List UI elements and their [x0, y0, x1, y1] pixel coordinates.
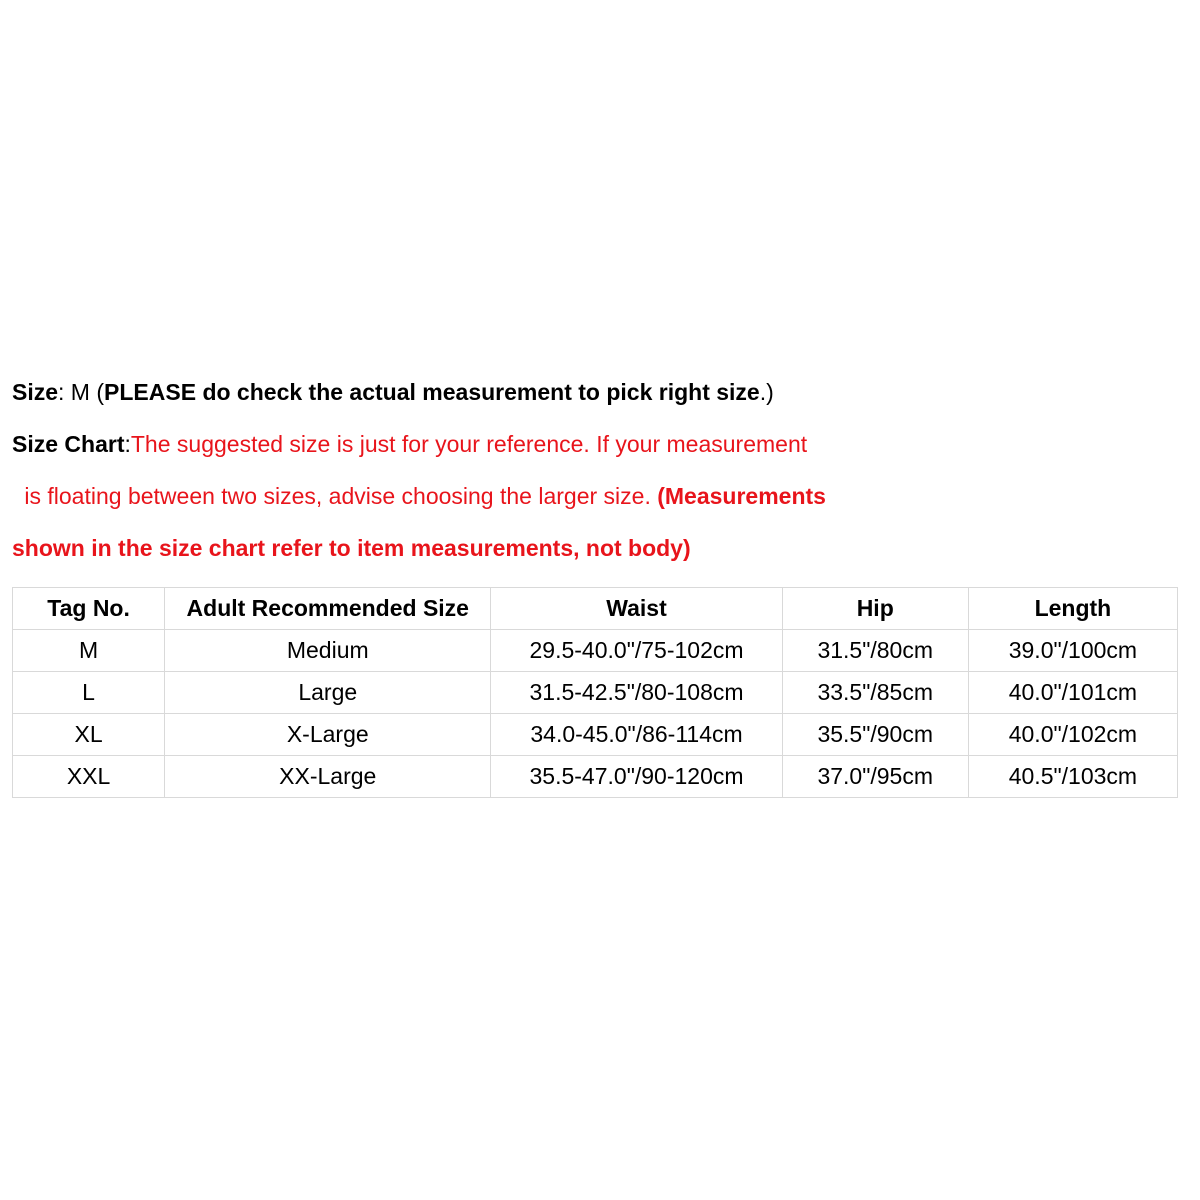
header-waist: Waist [491, 588, 782, 630]
cell-hip: 33.5"/85cm [782, 672, 968, 714]
header-hip: Hip [782, 588, 968, 630]
cell-length: 40.0"/102cm [968, 714, 1177, 756]
cell-length: 40.0"/101cm [968, 672, 1177, 714]
size-label: Size [12, 379, 59, 405]
size-chart-note-2: is floating between two sizes, advise choosing the larger size. [18, 483, 658, 509]
size-line [12, 366, 1182, 418]
cell-tag: XXL [13, 756, 165, 798]
size-intro-text [12, 366, 1182, 574]
table-row [13, 672, 1178, 714]
cell-size: XX-Large [165, 756, 491, 798]
table-row [13, 756, 1178, 798]
size-line-end: .) [759, 379, 774, 405]
header-recommended-size: Adult Recommended Size [165, 588, 491, 630]
cell-hip: 35.5"/90cm [782, 714, 968, 756]
table-row [13, 630, 1178, 672]
cell-hip: 31.5"/80cm [782, 630, 968, 672]
size-chart-line-2 [12, 470, 1182, 522]
header-tag-no: Tag No. [13, 588, 165, 630]
table-row [13, 714, 1178, 756]
table-header-row [13, 588, 1178, 630]
cell-waist: 34.0-45.0"/86-114cm [491, 714, 782, 756]
size-chart-bold-note-3: shown in the size chart refer to item measurements, not body) [12, 535, 691, 561]
cell-tag: XL [13, 714, 165, 756]
cell-tag: M [13, 630, 165, 672]
cell-hip: 37.0"/95cm [782, 756, 968, 798]
size-value: : M ( [58, 379, 105, 405]
cell-waist: 31.5-42.5"/80-108cm [491, 672, 782, 714]
header-length: Length [968, 588, 1177, 630]
cell-size: Medium [165, 630, 491, 672]
size-chart-sep: : [124, 431, 131, 457]
size-table [12, 587, 1178, 798]
size-chart-bold-note-2: (Measurements [657, 483, 826, 509]
size-chart-line-1 [12, 418, 1182, 470]
cell-waist: 35.5-47.0"/90-120cm [491, 756, 782, 798]
cell-length: 39.0"/100cm [968, 630, 1177, 672]
cell-tag: L [13, 672, 165, 714]
size-chart-label: Size Chart [12, 431, 125, 457]
size-chart-line-3 [12, 522, 1182, 574]
cell-waist: 29.5-40.0"/75-102cm [491, 630, 782, 672]
size-chart-note-1: The suggested size is just for your reference. If your measurement [130, 431, 808, 457]
cell-size: X-Large [165, 714, 491, 756]
cell-length: 40.5"/103cm [968, 756, 1177, 798]
size-warning: PLEASE do check the actual measurement to pick right size [104, 379, 760, 405]
cell-size: Large [165, 672, 491, 714]
